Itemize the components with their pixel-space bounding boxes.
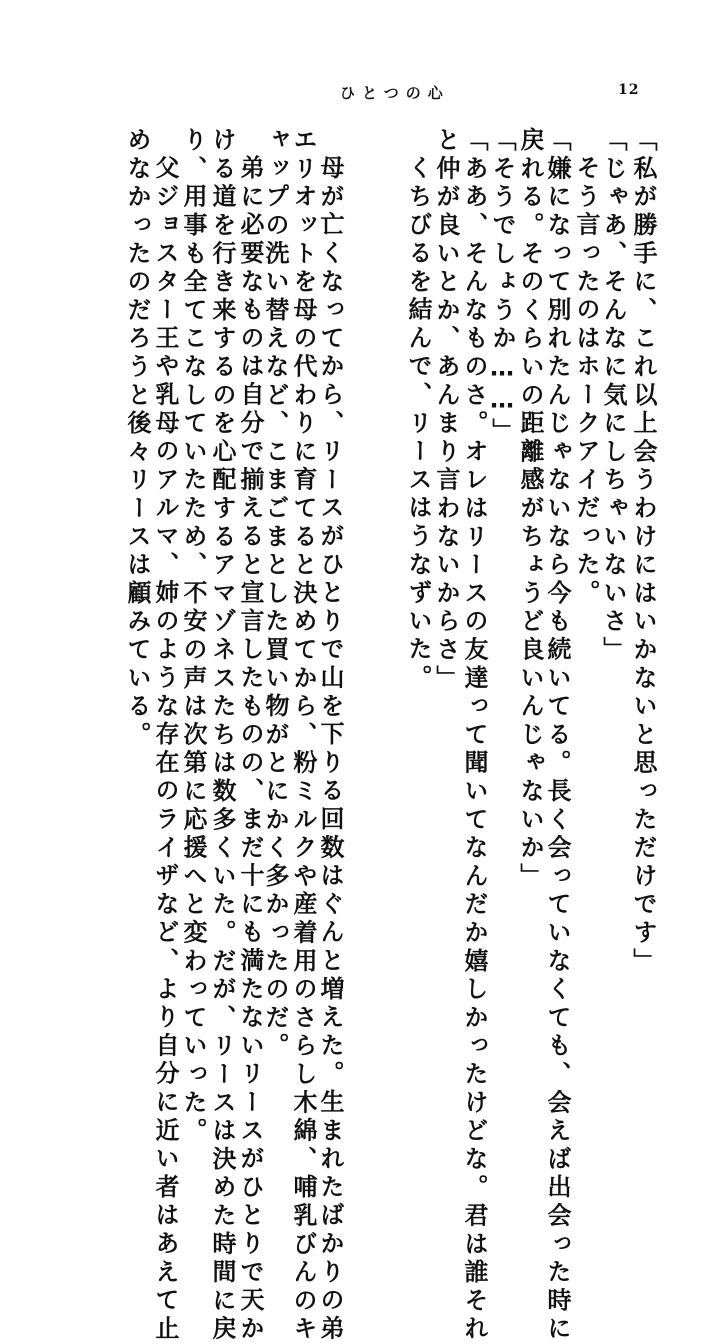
text-column: 戻れる。そのくらいの距離感がちょうど良いんじゃないか」	[516, 127, 544, 892]
text-column: と仲が良いとか、あんまり言わないからさ」	[432, 127, 460, 693]
text-column: 「私が勝手に、これ以上会うわけにはいかないと思っただけです」	[629, 127, 657, 976]
page-number: 12	[618, 82, 640, 98]
text-column: 「嫌になって別れたんじゃないなら今も続いてる。長く会っていなくても、会えば出会った時に	[543, 127, 571, 1344]
text-column: 父ジョスター王や乳母のアルマ、姉のような存在のライザなど、より自分に近い者はあえて止	[151, 155, 179, 1344]
text-column: 母が亡くなってから、リースがひとりで山を下りる回数はぐんと増えた。生まれたばかりの弟	[316, 155, 344, 1344]
text-column: ャップの洗い替えなど、こまごまとした買い物がとにかく多かったのだ。	[261, 127, 289, 1061]
running-header-title: ひとつの心	[340, 84, 450, 102]
text-column: 「そうでしょうか……」	[488, 127, 516, 447]
text-column: くちびるを結んで、リースはうなずいた。	[404, 155, 432, 693]
text-column: 「ああ、そんなものさ。オレはリースの友達って聞いてなんだか嬉しかったけどな。君は誰それ	[460, 127, 488, 1344]
text-column: 弟に必要なものは自分で揃えると宣言したものの、まだ十にも満たないリースがひとりで天か	[236, 155, 264, 1344]
text-column: エリオットを母の代わりに育てると決めてから、粉ミルクや産着用のさらし木綿、哺乳びんのキ	[289, 127, 317, 1344]
text-column: めなかったのだろうと後々リースは顧みている。	[123, 127, 151, 750]
text-column: ける道を行き来するのを心配するアマゾネスたちは数多くいた。だが、リースは決めた時間に戻	[208, 127, 236, 1344]
text-column: 「じゃあ、そんなに気にしちゃいないさ」	[599, 127, 627, 665]
text-column: り、用事も全てこなしていたため、不安の声は次第に応援へと変わっていった。	[179, 127, 207, 1146]
text-column: そう言ったのはホークアイだった。	[572, 155, 600, 609]
